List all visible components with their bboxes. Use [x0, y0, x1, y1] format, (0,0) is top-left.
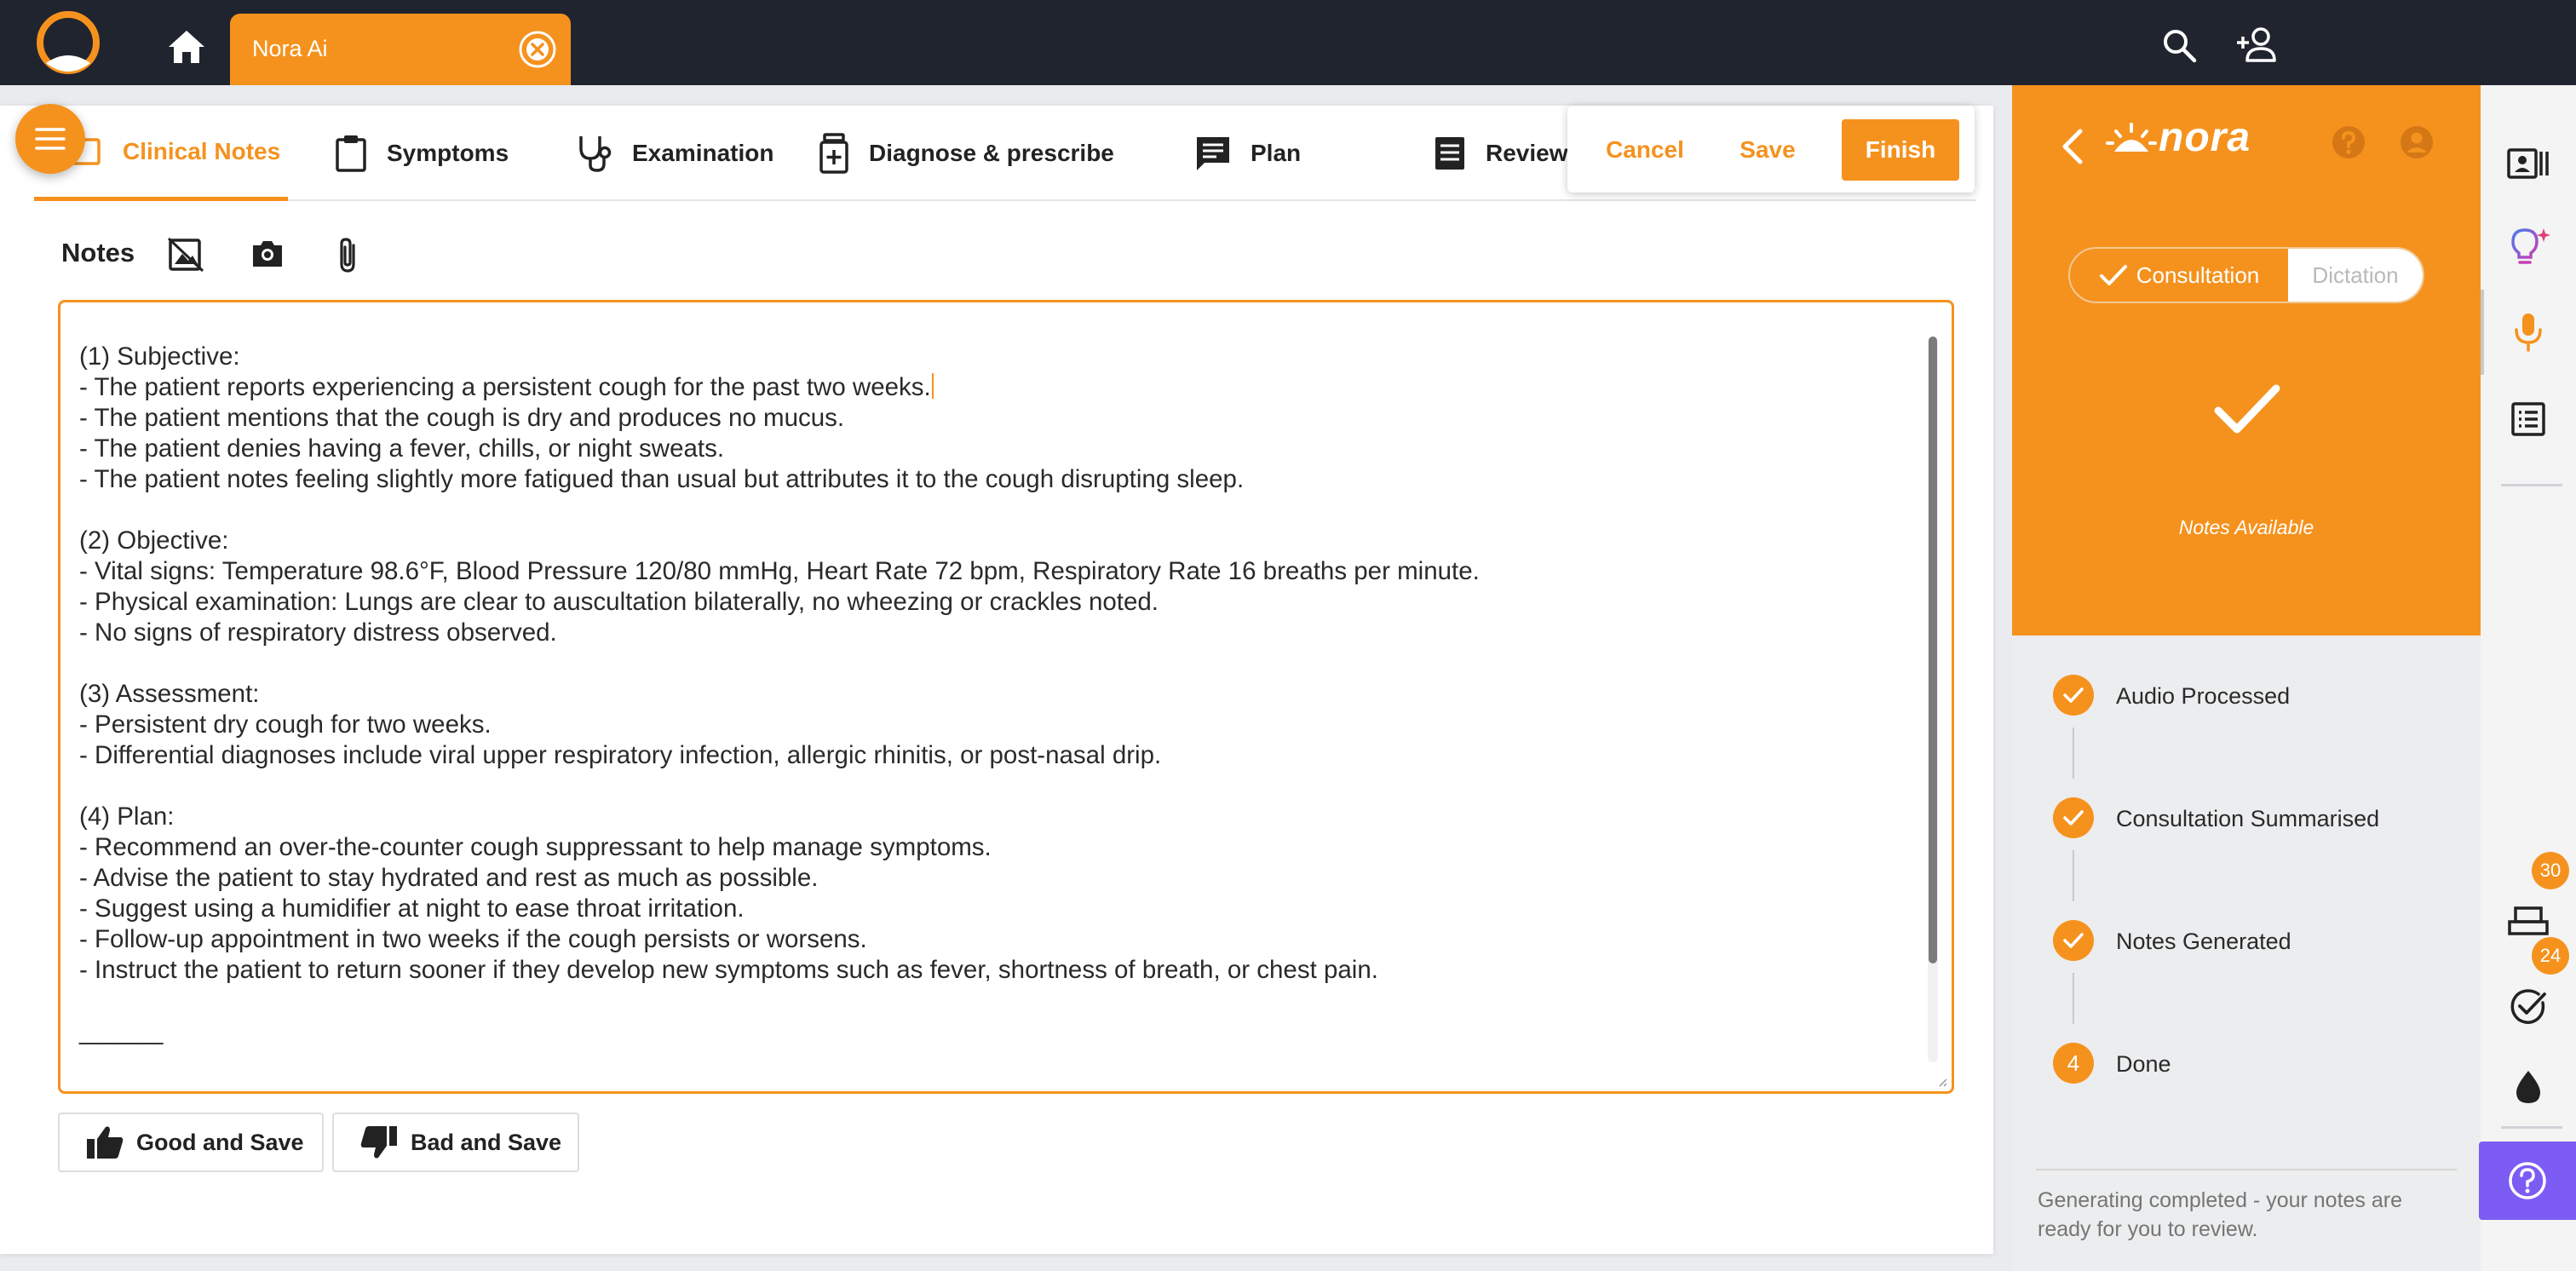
note-line: - The patient notes feeling slightly more fatigued than usual but attributes it to the cough disrupting sleep. — [79, 465, 1245, 493]
step-label: Consultation Summarised — [2116, 806, 2380, 831]
inbox-tray-icon — [2507, 903, 2550, 937]
tab-review[interactable] — [1433, 106, 1568, 201]
rail-dictation[interactable] — [2481, 298, 2576, 366]
right-rail — [2481, 85, 2576, 1271]
good-and-save-button[interactable] — [58, 1113, 324, 1172]
step-connector — [2073, 973, 2074, 1024]
home-icon[interactable] — [167, 29, 206, 65]
note-paragraph — [79, 802, 1877, 986]
account-circle-icon[interactable] — [2399, 124, 2435, 160]
note-line: (3) Assessment: — [79, 680, 260, 708]
rail-notes-list[interactable] — [2481, 385, 2576, 453]
note-line: - Instruct the patient to return sooner if they develop new symptoms such as fever, shortness of breath, or chest pain. — [79, 956, 1378, 984]
dictation-mode-button[interactable] — [2288, 249, 2423, 302]
note-paragraph — [79, 342, 1877, 495]
tab-label: Symptoms — [387, 140, 509, 166]
good-and-save-label: Good and Save — [136, 1129, 304, 1155]
thumbs-up-icon — [85, 1124, 124, 1160]
rail-drops[interactable] — [2481, 1053, 2576, 1121]
note-line: - Persistent dry cough for two weeks. — [79, 710, 492, 739]
add-user-icon[interactable] — [2235, 26, 2278, 63]
bad-and-save-button[interactable] — [332, 1113, 579, 1172]
editor-scrollbar[interactable] — [1928, 336, 1938, 1062]
id-card-icon — [2506, 147, 2550, 181]
step-consultation-summarised — [2053, 797, 2462, 840]
note-line: - The patient denies having a fever, chills, or night sweats. — [79, 434, 725, 463]
note-paragraph — [79, 526, 1877, 648]
save-button[interactable]: Save — [1739, 136, 1796, 163]
camera-icon[interactable] — [250, 237, 285, 271]
nora-panel — [2012, 85, 2481, 1271]
step-audio-processed — [2053, 675, 2462, 717]
rail-patient-card[interactable] — [2481, 129, 2576, 198]
menu-button[interactable] — [15, 104, 85, 174]
note-line: - Suggest using a humidifier at night to ease throat irritation. — [79, 894, 745, 923]
app-tab-label: Nora Ai — [252, 36, 328, 61]
tab-diagnose-prescribe[interactable] — [818, 106, 1114, 201]
check-circle-icon — [2509, 987, 2548, 1027]
resize-grip-icon[interactable] — [1936, 1076, 1948, 1088]
sunrise-icon — [2106, 123, 2157, 157]
note-line: - The patient reports experiencing a persistent cough for the past two weeks. — [79, 372, 1877, 403]
note-paragraph — [79, 1016, 1877, 1047]
note-line: - Differential diagnoses include viral upper respiratory infection, allergic rhinitis, or post-nasal drip. — [79, 741, 1162, 769]
note-line: - Follow-up appointment in two weeks if the cough persists or worsens. — [79, 925, 867, 953]
consultation-mode-button[interactable] — [2070, 249, 2288, 302]
note-line: - Advise the patient to stay hydrated and rest as much as possible. — [79, 864, 819, 892]
check-icon — [2099, 263, 2128, 287]
tab-symptoms[interactable] — [334, 106, 509, 201]
help-icon — [2507, 1160, 2548, 1201]
step-label: Audio Processed — [2116, 683, 2291, 709]
step-label: Done — [2116, 1051, 2171, 1077]
tab-label: Plan — [1251, 140, 1302, 166]
rail-divider — [2501, 484, 2562, 486]
rail-insights[interactable] — [2481, 213, 2576, 281]
tab-label: Examination — [632, 140, 774, 166]
note-line: - The patient mentions that the cough is dry and produces no mucus. — [79, 404, 845, 432]
help-circle-icon[interactable] — [2331, 124, 2366, 160]
cancel-button[interactable]: Cancel — [1606, 136, 1684, 163]
step-connector — [2073, 850, 2074, 901]
consultation-label: Consultation — [2136, 262, 2260, 288]
tasks-count-badge: 24 — [2532, 937, 2569, 975]
medicine-icon — [818, 133, 850, 174]
notes-text[interactable] — [79, 342, 1877, 1078]
note-line: (4) Plan: — [79, 802, 175, 831]
note-line: - Physical examination: Lungs are clear to auscultation bilaterally, no wheezing or crackles noted. — [79, 588, 1159, 616]
note-line: (2) Objective: — [79, 526, 229, 555]
microphone-icon — [2511, 311, 2545, 354]
step-label: Notes Generated — [2116, 929, 2291, 954]
thumbs-down-icon — [359, 1124, 399, 1160]
document-list-icon — [2510, 400, 2547, 438]
water-drop-icon — [2514, 1068, 2543, 1106]
note-line: ______ — [79, 1017, 164, 1045]
note-line: - Vital signs: Temperature 98.6°F, Blood Pressure 120/80 mmHg, Heart Rate 72 bpm, Respiratory Rate 16 breaths per minute. — [79, 557, 1480, 585]
large-check-icon — [2213, 382, 2281, 436]
nora-brand: nora — [2159, 115, 2251, 160]
inbox-count-badge: 30 — [2532, 852, 2569, 889]
step-check-icon — [2053, 920, 2094, 961]
search-icon[interactable] — [2161, 27, 2197, 63]
bad-and-save-label: Bad and Save — [411, 1129, 562, 1155]
status-text: Notes Available — [2178, 516, 2314, 538]
chevron-left-icon[interactable] — [2060, 128, 2085, 165]
note-paragraph — [79, 679, 1877, 771]
tab-examination[interactable] — [576, 106, 773, 201]
lightbulb-sparkle-icon — [2506, 225, 2550, 269]
note-line: - No signs of respiratory distress observed. — [79, 618, 557, 647]
clipboard-icon — [334, 134, 368, 173]
tab-label: Diagnose & prescribe — [869, 140, 1114, 166]
mode-toggle — [2068, 247, 2424, 303]
close-circle-icon[interactable] — [518, 30, 557, 69]
tab-plan[interactable] — [1194, 106, 1301, 201]
app-logo[interactable] — [32, 10, 104, 78]
action-box — [1567, 106, 1975, 193]
paperclip-icon[interactable] — [334, 237, 363, 274]
hamburger-icon — [33, 124, 67, 154]
step-number: 4 — [2053, 1043, 2094, 1084]
text-caret — [932, 373, 934, 399]
stethoscope-icon — [576, 134, 613, 173]
note-line: - Recommend an over-the-counter cough suppressant to help manage symptoms. — [79, 833, 992, 861]
finish-button[interactable]: Finish — [1842, 119, 1959, 181]
footer-message: Generating completed - your notes are ready for you to review. — [2038, 1188, 2403, 1241]
step-check-icon — [2053, 675, 2094, 716]
step-check-icon — [2053, 797, 2094, 838]
note-line: (1) Subjective: — [79, 342, 240, 371]
rail-tasks[interactable] — [2481, 973, 2576, 1041]
tab-label: Review — [1486, 140, 1568, 166]
app-tab-nora[interactable] — [230, 14, 571, 85]
list-icon — [1433, 135, 1467, 172]
main-panel — [0, 106, 1993, 1254]
step-connector — [2073, 728, 2074, 779]
divider — [2036, 1169, 2457, 1170]
comment-icon — [1194, 135, 1232, 172]
rail-divider — [2501, 1126, 2562, 1129]
image-gallery-icon[interactable] — [167, 237, 204, 273]
notes-title: Notes — [61, 238, 135, 267]
notes-editor[interactable] — [58, 300, 1954, 1094]
dictation-label: Dictation — [2312, 262, 2399, 288]
step-done — [2053, 1043, 2462, 1085]
tab-label: Clinical Notes — [123, 137, 281, 164]
nora-header — [2012, 85, 2481, 636]
step-notes-generated — [2053, 920, 2462, 963]
top-bar — [0, 0, 2576, 85]
help-button[interactable] — [2479, 1142, 2576, 1220]
editor-scroll-thumb[interactable] — [1929, 336, 1937, 963]
